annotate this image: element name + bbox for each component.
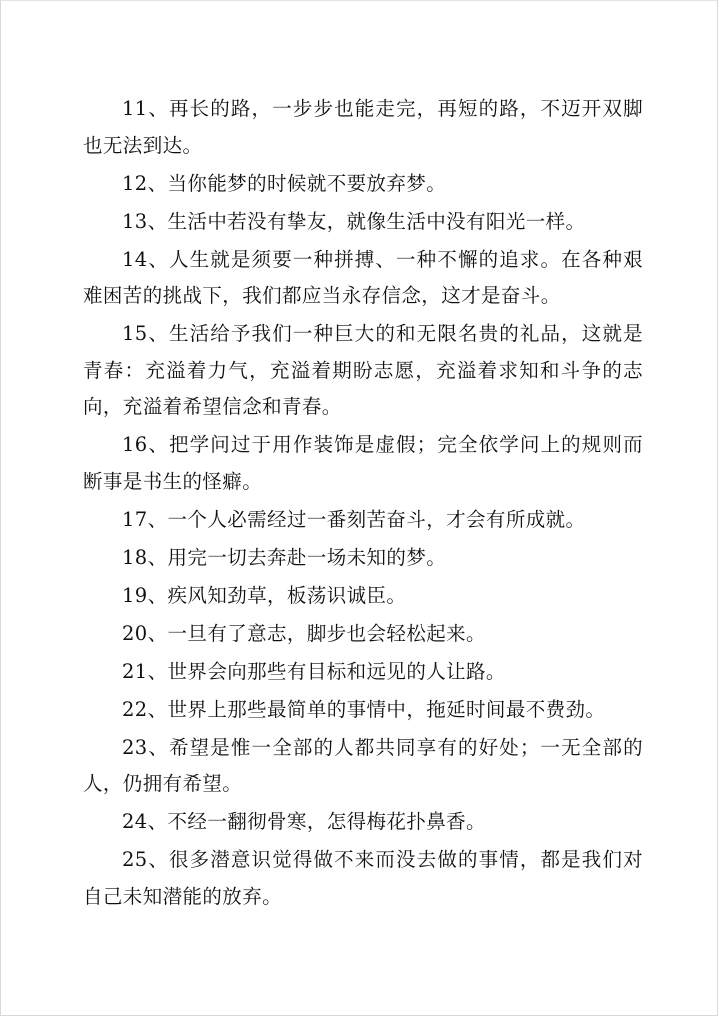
paragraph-16: 16、把学问过于用作装饰是虚假；完全依学问上的规则而断事是书生的怪癖。 <box>83 433 643 493</box>
paragraph-11: 11、再长的路，一步步也能走完，再短的路，不迈开双脚也无法到达。 <box>83 97 643 157</box>
paragraph-22: 22、世界上那些最简单的事情中，拖延时间最不费劲。 <box>122 697 606 721</box>
paragraph-23: 23、希望是惟一全部的人都共同享有的好处；一无全部的人，仍拥有希望。 <box>83 735 643 795</box>
paragraph-25: 25、很多潜意识觉得做不来而没去做的事情，都是我们对自己未知潜能的放弃。 <box>83 848 643 908</box>
paragraph-18: 18、用完一切去奔赴一场未知的梦。 <box>122 545 447 569</box>
paragraph-24: 24、不经一翻彻骨寒，怎得梅花扑鼻香。 <box>122 810 486 833</box>
paragraph-13: 13、生活中若没有挚友，就像生活中没有阳光一样。 <box>122 209 586 233</box>
paragraph-14: 14、人生就是须要一种拼搏、一种不懈的追求。在各种艰难困苦的挑战下，我们都应当永存信念，这才是奋斗。 <box>83 247 643 307</box>
paragraph-15: 15、生活给予我们一种巨大的和无限名贵的礼品，这就是青春：充溢着力气，充溢着期盼志愿，充溢着求知和斗争的志向，充溢着希望信念和青春。 <box>83 322 643 418</box>
paragraph-12: 12、当你能梦的时候就不要放弃梦。 <box>122 171 447 195</box>
document-body <box>83 91 643 917</box>
paragraph-21: 21、世界会向那些有目标和远见的人让路。 <box>122 659 506 683</box>
paragraph-17: 17、一个人必需经过一番刻苦奋斗，才会有所成就。 <box>122 507 586 531</box>
paragraph-19: 19、疾风知劲草，板荡识诚臣。 <box>122 583 407 607</box>
paragraph-20: 20、一旦有了意志，脚步也会轻松起来。 <box>122 621 486 645</box>
